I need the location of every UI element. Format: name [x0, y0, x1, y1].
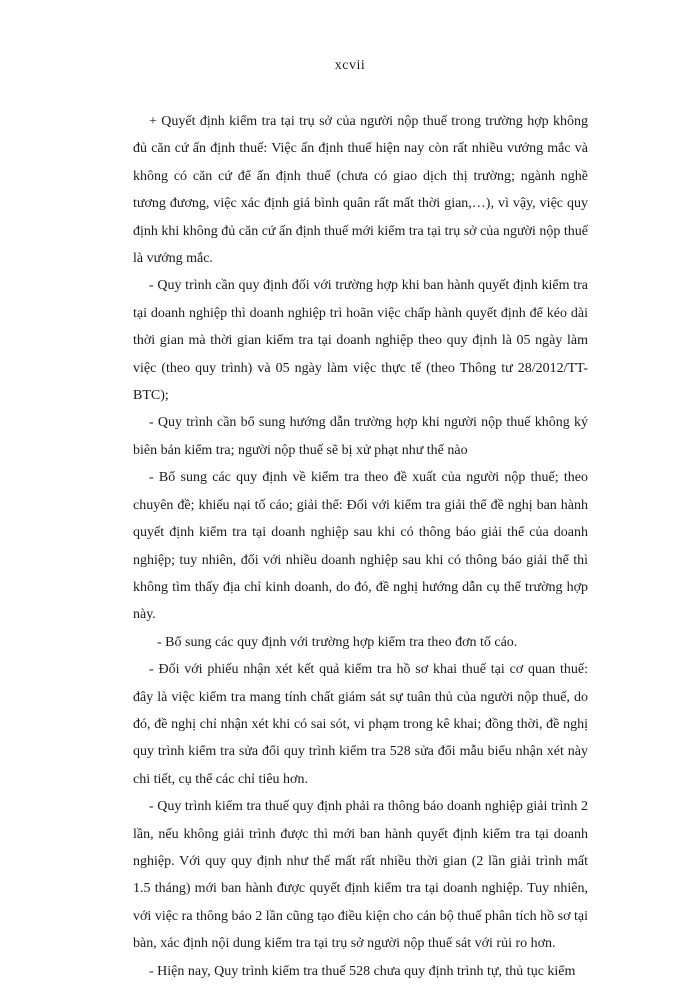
- paragraph-procedure-528: - Hiện nay, Quy trình kiểm tra thuế 528 chưa quy định trình tự, thủ tục kiểm: [149, 963, 576, 979]
- document-body: [133, 108, 588, 985]
- paragraph-review-form: - Đối với phiếu nhận xét kết quả kiểm tra hồ sơ khai thuế tại cơ quan thuế: đây là việc kiểm tra mang tính chất giám sát sự tuân thủ của người nộp thuế, do đó, đề nghị chỉ nhận xét khi có sai sót, vi phạm trong kê khai; đồng thời, đề nghị quy trình kiểm tra sửa đổi quy trình kiểm tra 528 sửa đổi mẫu biểu nhận xét này chi tiết, cụ thể các chỉ tiêu hơn.: [133, 662, 588, 787]
- paragraph-inspection-delay: - Quy trình cần quy định đối với trường hợp khi ban hành quyết định kiểm tra tại doanh nghiệp thì doanh nghiệp trì hoãn việc chấp hành quyết định để kéo dài thời gian mà thời gian kiểm tra tại doanh nghiệp theo quy định là 05 ngày làm việc (theo quy trình) và 05 ngày làm việc thực tế (theo Thông tư 28/2012/TT-BTC);: [133, 278, 588, 404]
- page-number: xcvii: [334, 58, 366, 73]
- paragraph-denunciation-inspection: - Bổ sung các quy định với trường hợp kiểm tra theo đơn tố cáo.: [157, 634, 518, 650]
- paragraph-two-explanations: - Quy trình kiểm tra thuế quy định phải ra thông báo doanh nghiệp giải trình 2 lần, nếu không giải trình được thì mới ban hành quyết định kiểm tra tại doanh nghiệp. Với quy quy định như thế mất rất nhiều thời gian (2 lần giải trình mất 1.5 tháng) mới ban hành được quyết định kiểm tra tại doanh nghiệp. Tuy nhiên, với việc ra thông báo 2 lần cũng tạo điều kiện cho cán bộ thuế phân tích hồ sơ tại bàn, xác định nội dung kiểm tra tại trụ sở người nộp thuế sát với rủi ro hơn.: [133, 799, 588, 952]
- paragraph-additional-regulations: - Bổ sung các quy định về kiểm tra theo đề xuất của người nộp thuế; theo chuyên đề; khiếu nại tố cáo; giải thể: Đối với kiểm tra giải thể đề nghị ban hành quyết định kiểm tra tại doanh nghiệp sau khi có thông báo giải thể của doanh nghiệp; tuy nhiên, đối với nhiều doanh nghiệp sau khi có thông báo giải thể thì không tìm thấy địa chỉ kinh doanh, do đó, đề nghị hướng dẫn cụ thể trường hợp này.: [133, 470, 588, 623]
- paragraph-unsigned-minutes: - Quy trình cần bổ sung hướng dẫn trường hợp khi người nộp thuế không ký biên bản kiểm tra; người nộp thuế sẽ bị xử phạt như thế nào: [133, 415, 588, 458]
- paragraph-assessment-decision: + Quyết định kiểm tra tại trụ sở của người nộp thuế trong trường hợp không đủ căn cứ ấn định thuế: Việc ấn định thuế hiện nay còn rất nhiều vướng mắc và không có căn cứ để ấn định thuế (chưa có giao dịch thị trường; ngành nghề tương đương, việc xác định giá bình quân rất mất thời gian,…), vì vậy, việc quy định khi không đủ căn cứ ấn định thuế mới kiểm tra tại trụ sở của người nộp thuế là vướng mắc.: [133, 114, 588, 267]
